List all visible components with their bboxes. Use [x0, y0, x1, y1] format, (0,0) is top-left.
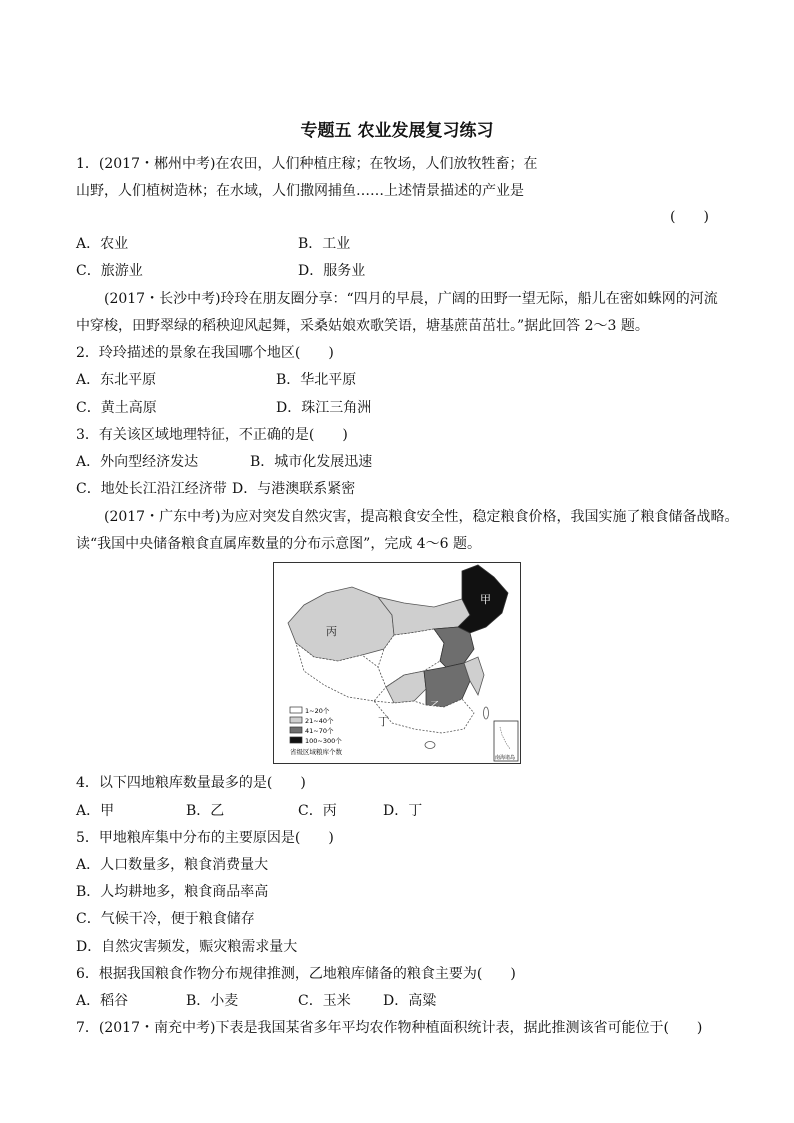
q3-option-a: A．外向型经济发达 [76, 454, 199, 470]
q3-option-c: C．地处长江沿江经济带 [76, 481, 227, 497]
passage2-line2: 读“我国中央储备粮食直属库数量的分布示意图”，完成 4～6 题。 [76, 536, 482, 552]
map-legend [290, 706, 343, 756]
passage1-line2: 中穿梭，田野翠绿的稻秧迎风起舞，采桑姑娘欢歌笑语，塘基蔗苗茁壮。”据此回答 2～3 题。 [76, 318, 649, 334]
q6-stem: 6．根据我国粮食作物分布规律推测，乙地粮库储备的粮食主要为( ) [76, 966, 516, 982]
map-graphic [274, 563, 520, 763]
q5-option-a: A．人口数量多，粮食消费量大 [76, 857, 269, 873]
passage1-line1: (2017・长沙中考)玲玲在朋友圈分享：“四月的早晨，广阔的田野一望无际，船儿在密如蛛网的河流 [104, 291, 718, 307]
q3-option-b: B．城市化发展迅速 [250, 454, 373, 470]
q4-option-c: C．丙 [298, 803, 337, 819]
map-label-bing: 丙 [326, 625, 337, 638]
q3-stem: 3．有关该区域地理特征，不正确的是( ) [76, 427, 348, 443]
q5-option-c: C．气候干冷，便于粮食储存 [76, 911, 255, 927]
q6-option-b: B．小麦 [186, 993, 239, 1009]
inset-label: 南海诸岛 [495, 755, 516, 761]
legend-item-2: 21~40个 [305, 717, 334, 725]
q4-option-a: A．甲 [76, 803, 115, 819]
q5-option-d: D．自然灾害频发，赈灾粮需求量大 [76, 939, 298, 955]
q1-line1: 1．(2017・郴州中考)在农田，人们种植庄稼；在牧场，人们放牧牲畜；在 [76, 156, 538, 172]
q1-option-d: D．服务业 [298, 263, 366, 279]
china-grain-depot-map [273, 562, 521, 764]
q3-option-d: D．与港澳联系紧密 [232, 481, 356, 497]
q1-answer-paren: ( ) [670, 209, 709, 225]
q6-option-c: C．玉米 [298, 993, 351, 1009]
q5-option-b: B．人均耕地多，粮食商品率高 [76, 884, 269, 900]
q4-option-d: D．丁 [383, 803, 423, 819]
q6-option-a: A．稻谷 [76, 993, 129, 1009]
map-region-south [374, 699, 474, 733]
map-label-jia: 甲 [480, 593, 491, 606]
q2-option-c: C．黄土高原 [76, 400, 157, 416]
passage2-line1: (2017・广东中考)为应对突发自然灾害，提高粮食安全性，稳定粮食价格，我国实施了粮食储备战略。 [104, 509, 739, 525]
q4-stem: 4．以下四地粮库数量最多的是( ) [76, 775, 306, 791]
q1-line2: 山野，人们植树造林；在水域，人们撒网捕鱼……上述情景描述的产业是 [76, 183, 524, 199]
south-china-sea-inset [494, 721, 518, 761]
legend-item-4: 100~300个 [305, 737, 342, 745]
q7-stem: 7．(2017・南充中考)下表是我国某省多年平均农作物种植面积统计表，据此推测该省可能位于( ) [76, 1020, 703, 1036]
legend-item-1: 1~20个 [305, 707, 330, 715]
q1-option-c: C．旅游业 [76, 263, 143, 279]
q6-option-d: D．高粱 [383, 993, 437, 1009]
map-label-ding: 丁 [378, 715, 389, 728]
q1-option-a: A．农业 [76, 236, 129, 252]
map-hainan [425, 742, 435, 749]
q1-option-b: B．工业 [298, 236, 351, 252]
q2-option-b: B．华北平原 [276, 372, 357, 388]
map-taiwan [484, 707, 489, 719]
map-label-yi: 乙 [430, 701, 440, 712]
q5-stem: 5．甲地粮库集中分布的主要原因是( ) [76, 830, 334, 846]
page-title: 专题五 农业发展复习练习 [300, 121, 494, 141]
legend-caption: 省级区域粮库个数 [290, 748, 342, 756]
q2-stem: 2．玲玲描述的景象在我国哪个地区( ) [76, 345, 334, 361]
legend-item-3: 41~70个 [305, 727, 334, 735]
q4-option-b: B．乙 [186, 803, 225, 819]
q2-option-d: D．珠江三角洲 [276, 400, 372, 416]
q2-option-a: A．东北平原 [76, 372, 157, 388]
